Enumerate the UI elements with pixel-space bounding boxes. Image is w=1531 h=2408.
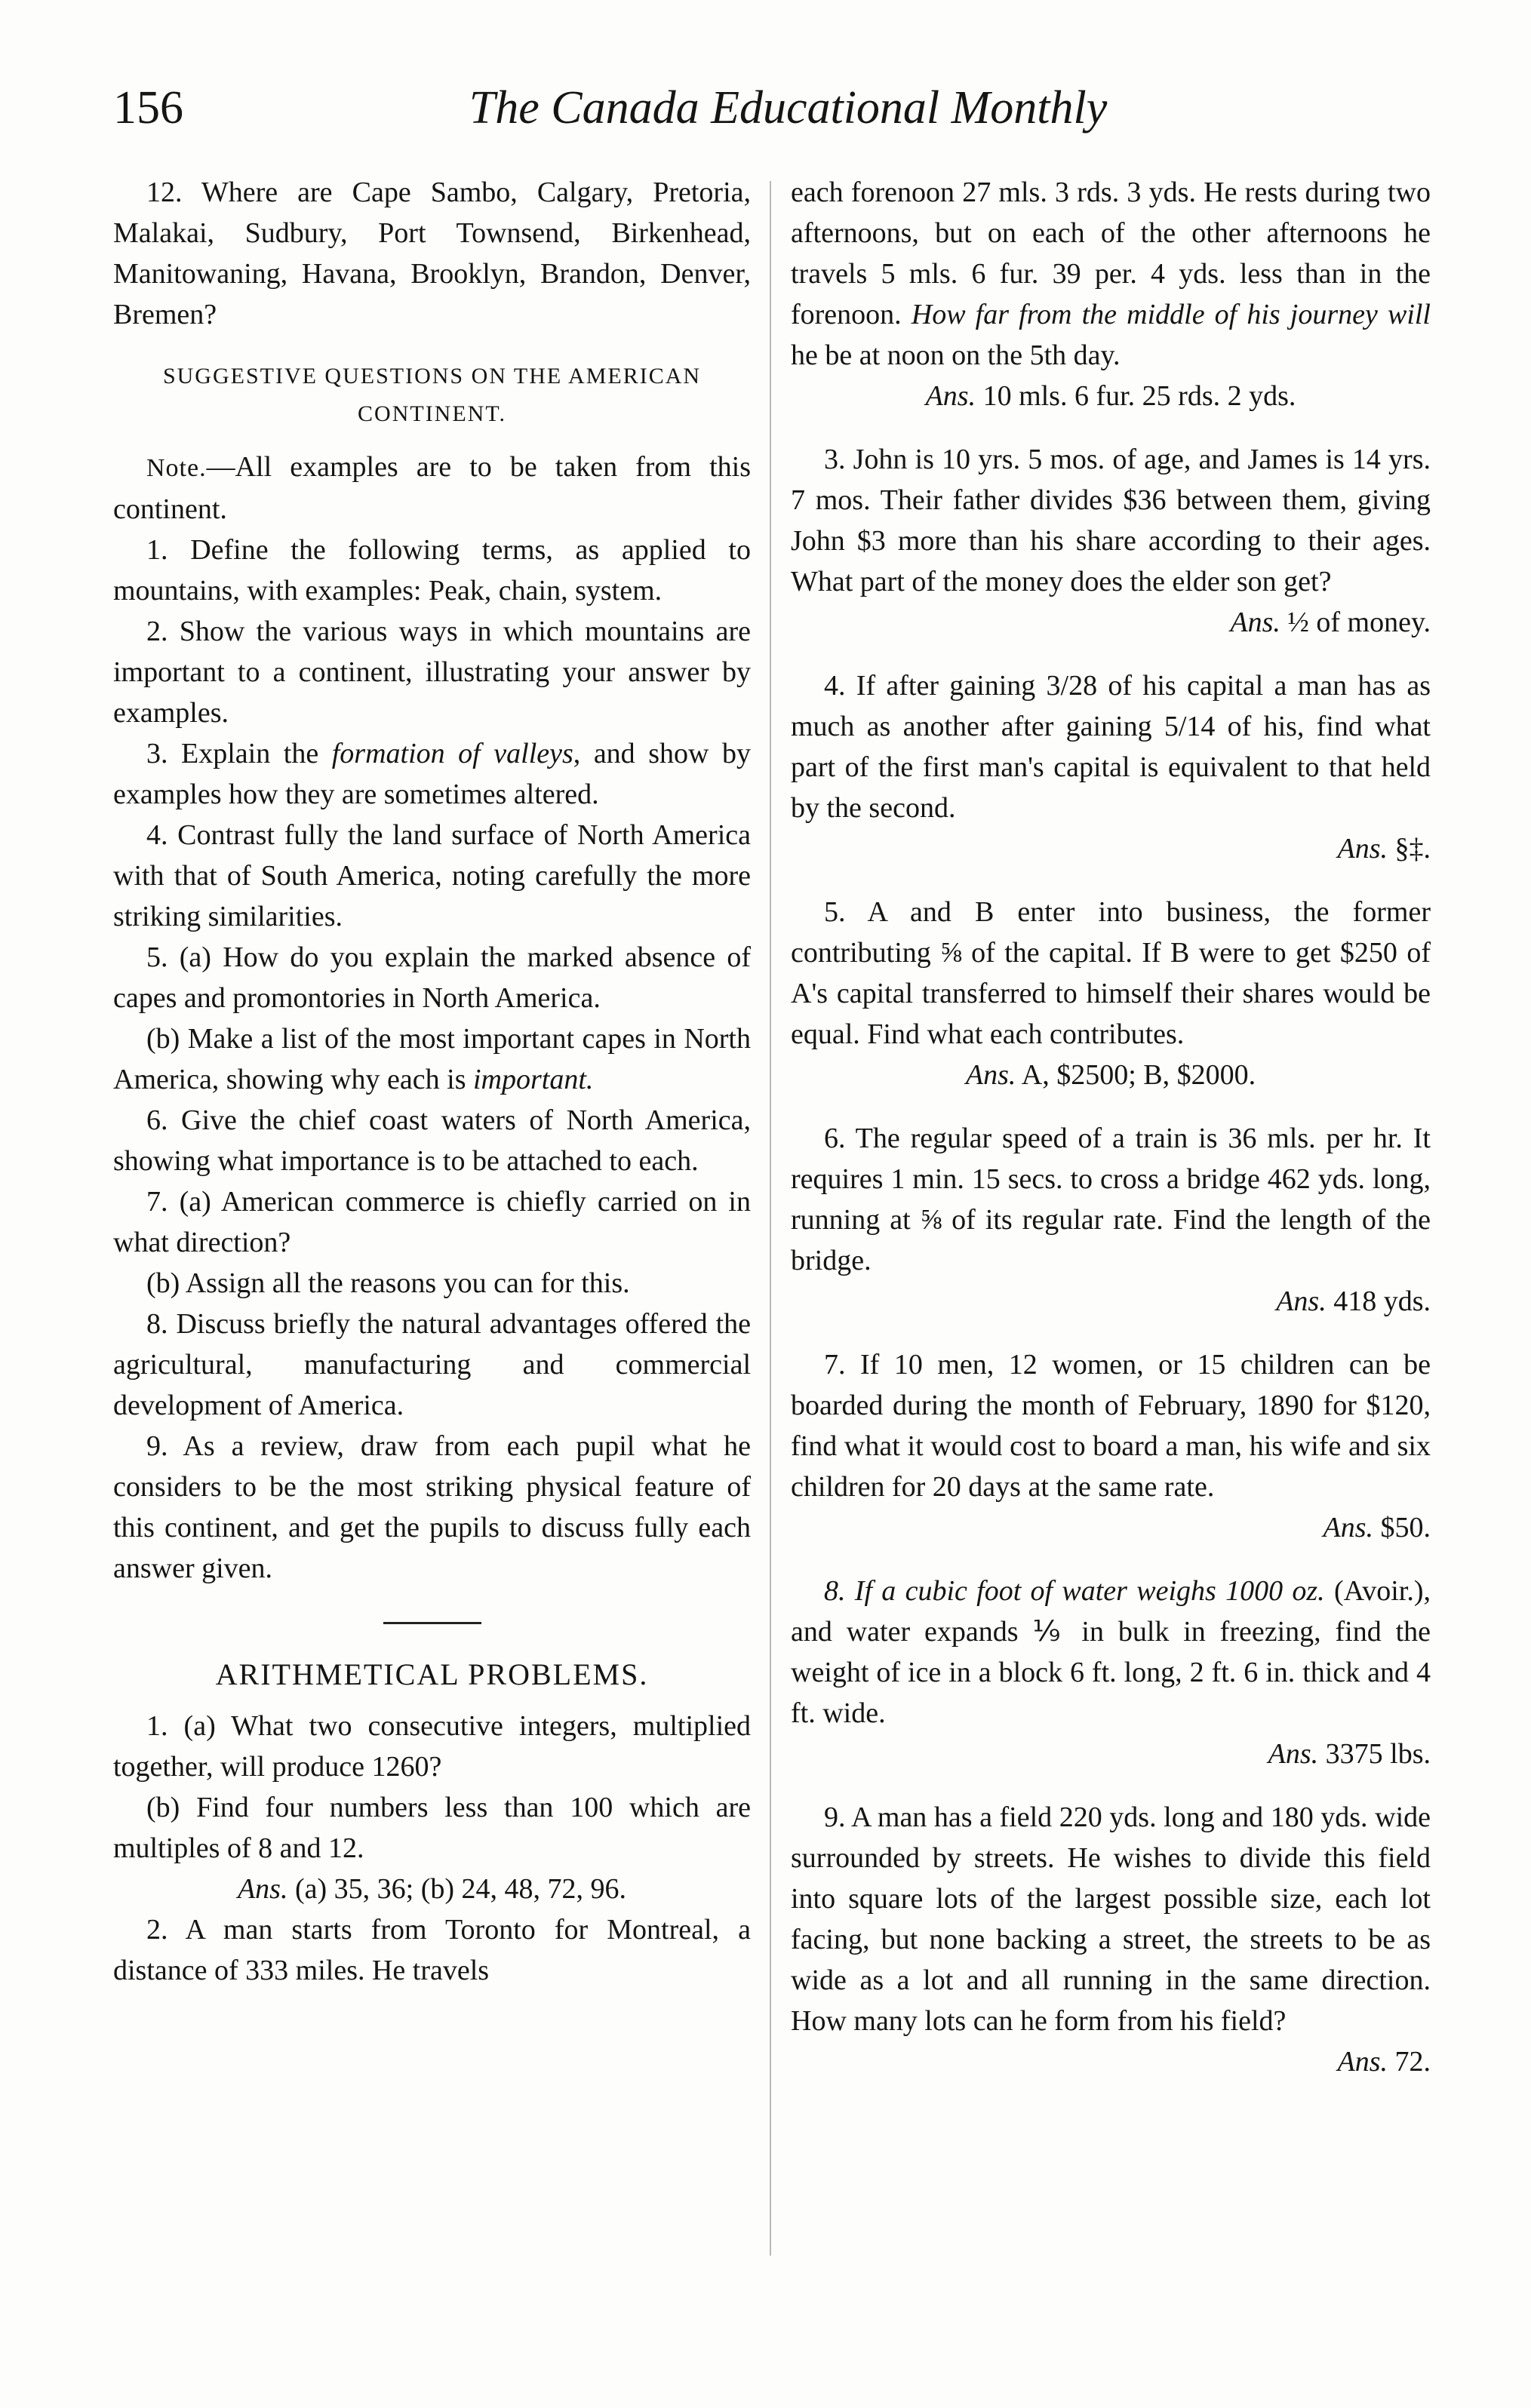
question-7b: (b) Assign all the reasons you can for this. [146, 1267, 630, 1299]
answer-label: Ans. [1337, 833, 1388, 865]
page-number: 156 [113, 82, 183, 134]
problem-9: 9. A man has a field 220 yds. long and 180 yds. wide surrounded by streets. He wishes to divide this field into square lots of the largest possible size, each lot facing, but none backing a street, the streets to be as wide as a lot and all running in the same direction. How many lots can he form from his field? [791, 1801, 1431, 2037]
problem-6: 6. The regular speed of a train is 36 mls. per hr. It requires 1 min. 15 secs. to cross a bridge 462 yds. long, running at ⅝ of its regular rate. Find the length of the bridge. [791, 1123, 1431, 1276]
left-column [113, 172, 751, 1991]
question-4: 4. Contrast fully the land surface of North America with that of South America, noting carefully the more striking similarities. [113, 819, 751, 932]
question-3-italic: formation of valleys [331, 738, 573, 769]
problem-2-start: 2. A man starts from Toronto for Montreal, a distance of 333 miles. He travels [113, 1914, 751, 1986]
problem-4: 4. If after gaining 3/28 of his capital a man has as much as another after gaining 5/14 of his, find what part of the first man's capital is equivalent to that held by the second. [791, 670, 1431, 824]
answer-label: Ans. [1230, 607, 1280, 638]
answer-label: Ans. [1337, 2046, 1388, 2078]
note-label: Note. [146, 454, 207, 482]
question-3-text-end: , and show by examples how they are sometimes altered. [113, 738, 751, 810]
problem-9-answer [791, 2041, 1431, 2082]
note-text: —All examples are to be taken from this continent. [113, 451, 751, 525]
problem-5-answer [791, 1055, 1431, 1095]
problem-2-continued [791, 172, 1431, 376]
question-6: 6. Give the chief coast waters of North America, showing what importance is to be attached to each. [113, 1104, 751, 1177]
question-3 [113, 733, 751, 815]
problem-2-text-end: he be at noon on the 5th day. [791, 339, 1121, 371]
problem-3-answer [791, 602, 1431, 643]
answer-label: Ans. [925, 380, 976, 412]
question-3-text: 3. Explain the [146, 738, 332, 769]
answer-label: Ans. [1276, 1285, 1327, 1317]
answer-label: Ans. [1268, 1738, 1319, 1770]
answer-label: Ans. [237, 1873, 288, 1905]
column-divider [770, 181, 771, 2256]
note-paragraph [113, 447, 751, 530]
answer-value: ½ of money. [1287, 607, 1431, 638]
question-12: 12. Where are Cape Sambo, Calgary, Pretoria, Malakai, Sudbury, Port Townsend, Birkenhead, Manitowaning, Havana, Brooklyn, Brandon, Denver, Bremen? [113, 177, 751, 330]
problem-3: 3. John is 10 yrs. 5 mos. of age, and James is 14 yrs. 7 mos. Their father divides $36 between them, giving John $3 more than his share according to their ages. What part of the money does the elder son get? [791, 444, 1431, 597]
arithmetical-problems-heading: ARITHMETICAL PROBLEMS. [215, 1657, 649, 1691]
answer-value: 418 yds. [1333, 1285, 1431, 1317]
problem-5: 5. A and B enter into business, the former contributing ⅝ of the capital. If B were to get $250 of A's capital transferred to himself their shares would be equal. Find what each contributes. [791, 896, 1431, 1050]
answer-value: §‡. [1394, 833, 1431, 865]
section-heading-american-continent: SUGGESTIVE QUESTIONS ON THE AMERICAN CONTINENT. [162, 364, 702, 426]
answer-label: Ans. [1323, 1512, 1373, 1543]
answer-value: 10 mls. 6 fur. 25 rds. 2 yds. [982, 380, 1296, 412]
answer-value: 3375 lbs. [1325, 1738, 1431, 1770]
problem-4-answer [791, 828, 1431, 869]
problem-8-text: (Avoir.), and water expands ⅑ in bulk in freezing, find the weight of ice in a block 6 ft. long, 2 ft. 6 in. thick and 4 ft. wide. [791, 1575, 1431, 1729]
problem-8-italic: 8. If a cubic foot of water weighs 1000 oz. [824, 1575, 1325, 1607]
problem-7: 7. If 10 men, 12 women, or 15 children can be boarded during the month of February, 1890 for $120, find what it would cost to board a man, his wife and six children for 20 days at the same rate. [791, 1349, 1431, 1503]
journal-title: The Canada Educational Monthly [469, 82, 1108, 134]
problem-2-italic: How far from the middle of his journey will [911, 299, 1431, 330]
question-5b-text: (b) Make a list of the most important capes in North America, showing why each is [113, 1023, 751, 1095]
problem-7-answer [791, 1507, 1431, 1548]
problem-1-answer [113, 1869, 751, 1909]
right-column [791, 172, 1431, 2082]
question-8: 8. Discuss briefly the natural advantages offered the agricultural, manufacturing and commercial development of America. [113, 1308, 751, 1421]
problem-1b: (b) Find four numbers less than 100 which are multiples of 8 and 12. [113, 1792, 751, 1864]
answer-value: 72. [1394, 2046, 1431, 2078]
question-5a: 5. (a) How do you explain the marked absence of capes and promontories in North America. [113, 941, 751, 1014]
answer-value: $50. [1380, 1512, 1431, 1543]
problem-8 [791, 1571, 1431, 1734]
answer-label: Ans. [965, 1059, 1016, 1091]
question-9: 9. As a review, draw from each pupil what he considers to be the most striking physical feature of this continent, and get the pupils to discuss fully each answer given. [113, 1430, 751, 1584]
question-5b [113, 1018, 751, 1100]
answer-value: (a) 35, 36; (b) 24, 48, 72, 96. [294, 1873, 627, 1905]
question-1: 1. Define the following terms, as applied to mountains, with examples: Peak, chain, system. [113, 534, 751, 607]
section-rule [383, 1622, 481, 1624]
problem-8-answer [791, 1734, 1431, 1774]
problem-6-answer [791, 1281, 1431, 1322]
problem-1a: 1. (a) What two consecutive integers, multiplied together, will produce 1260? [113, 1710, 751, 1783]
question-5b-italic: important. [473, 1064, 594, 1095]
problem-2-text: each forenoon 27 mls. 3 rds. 3 yds. He rests during two afternoons, but on each of the other afternoons he travels 5 mls. 6 fur. 39 per. 4 yds. less than in the forenoon. [791, 177, 1431, 330]
running-header [0, 81, 1531, 142]
question-2: 2. Show the various ways in which mountains are important to a continent, illustrating your answer by examples. [113, 616, 751, 729]
answer-value: A, $2500; B, $2000. [1021, 1059, 1256, 1091]
question-7a: 7. (a) American commerce is chiefly carried on in what direction? [113, 1186, 751, 1258]
problem-2-answer [791, 376, 1431, 416]
